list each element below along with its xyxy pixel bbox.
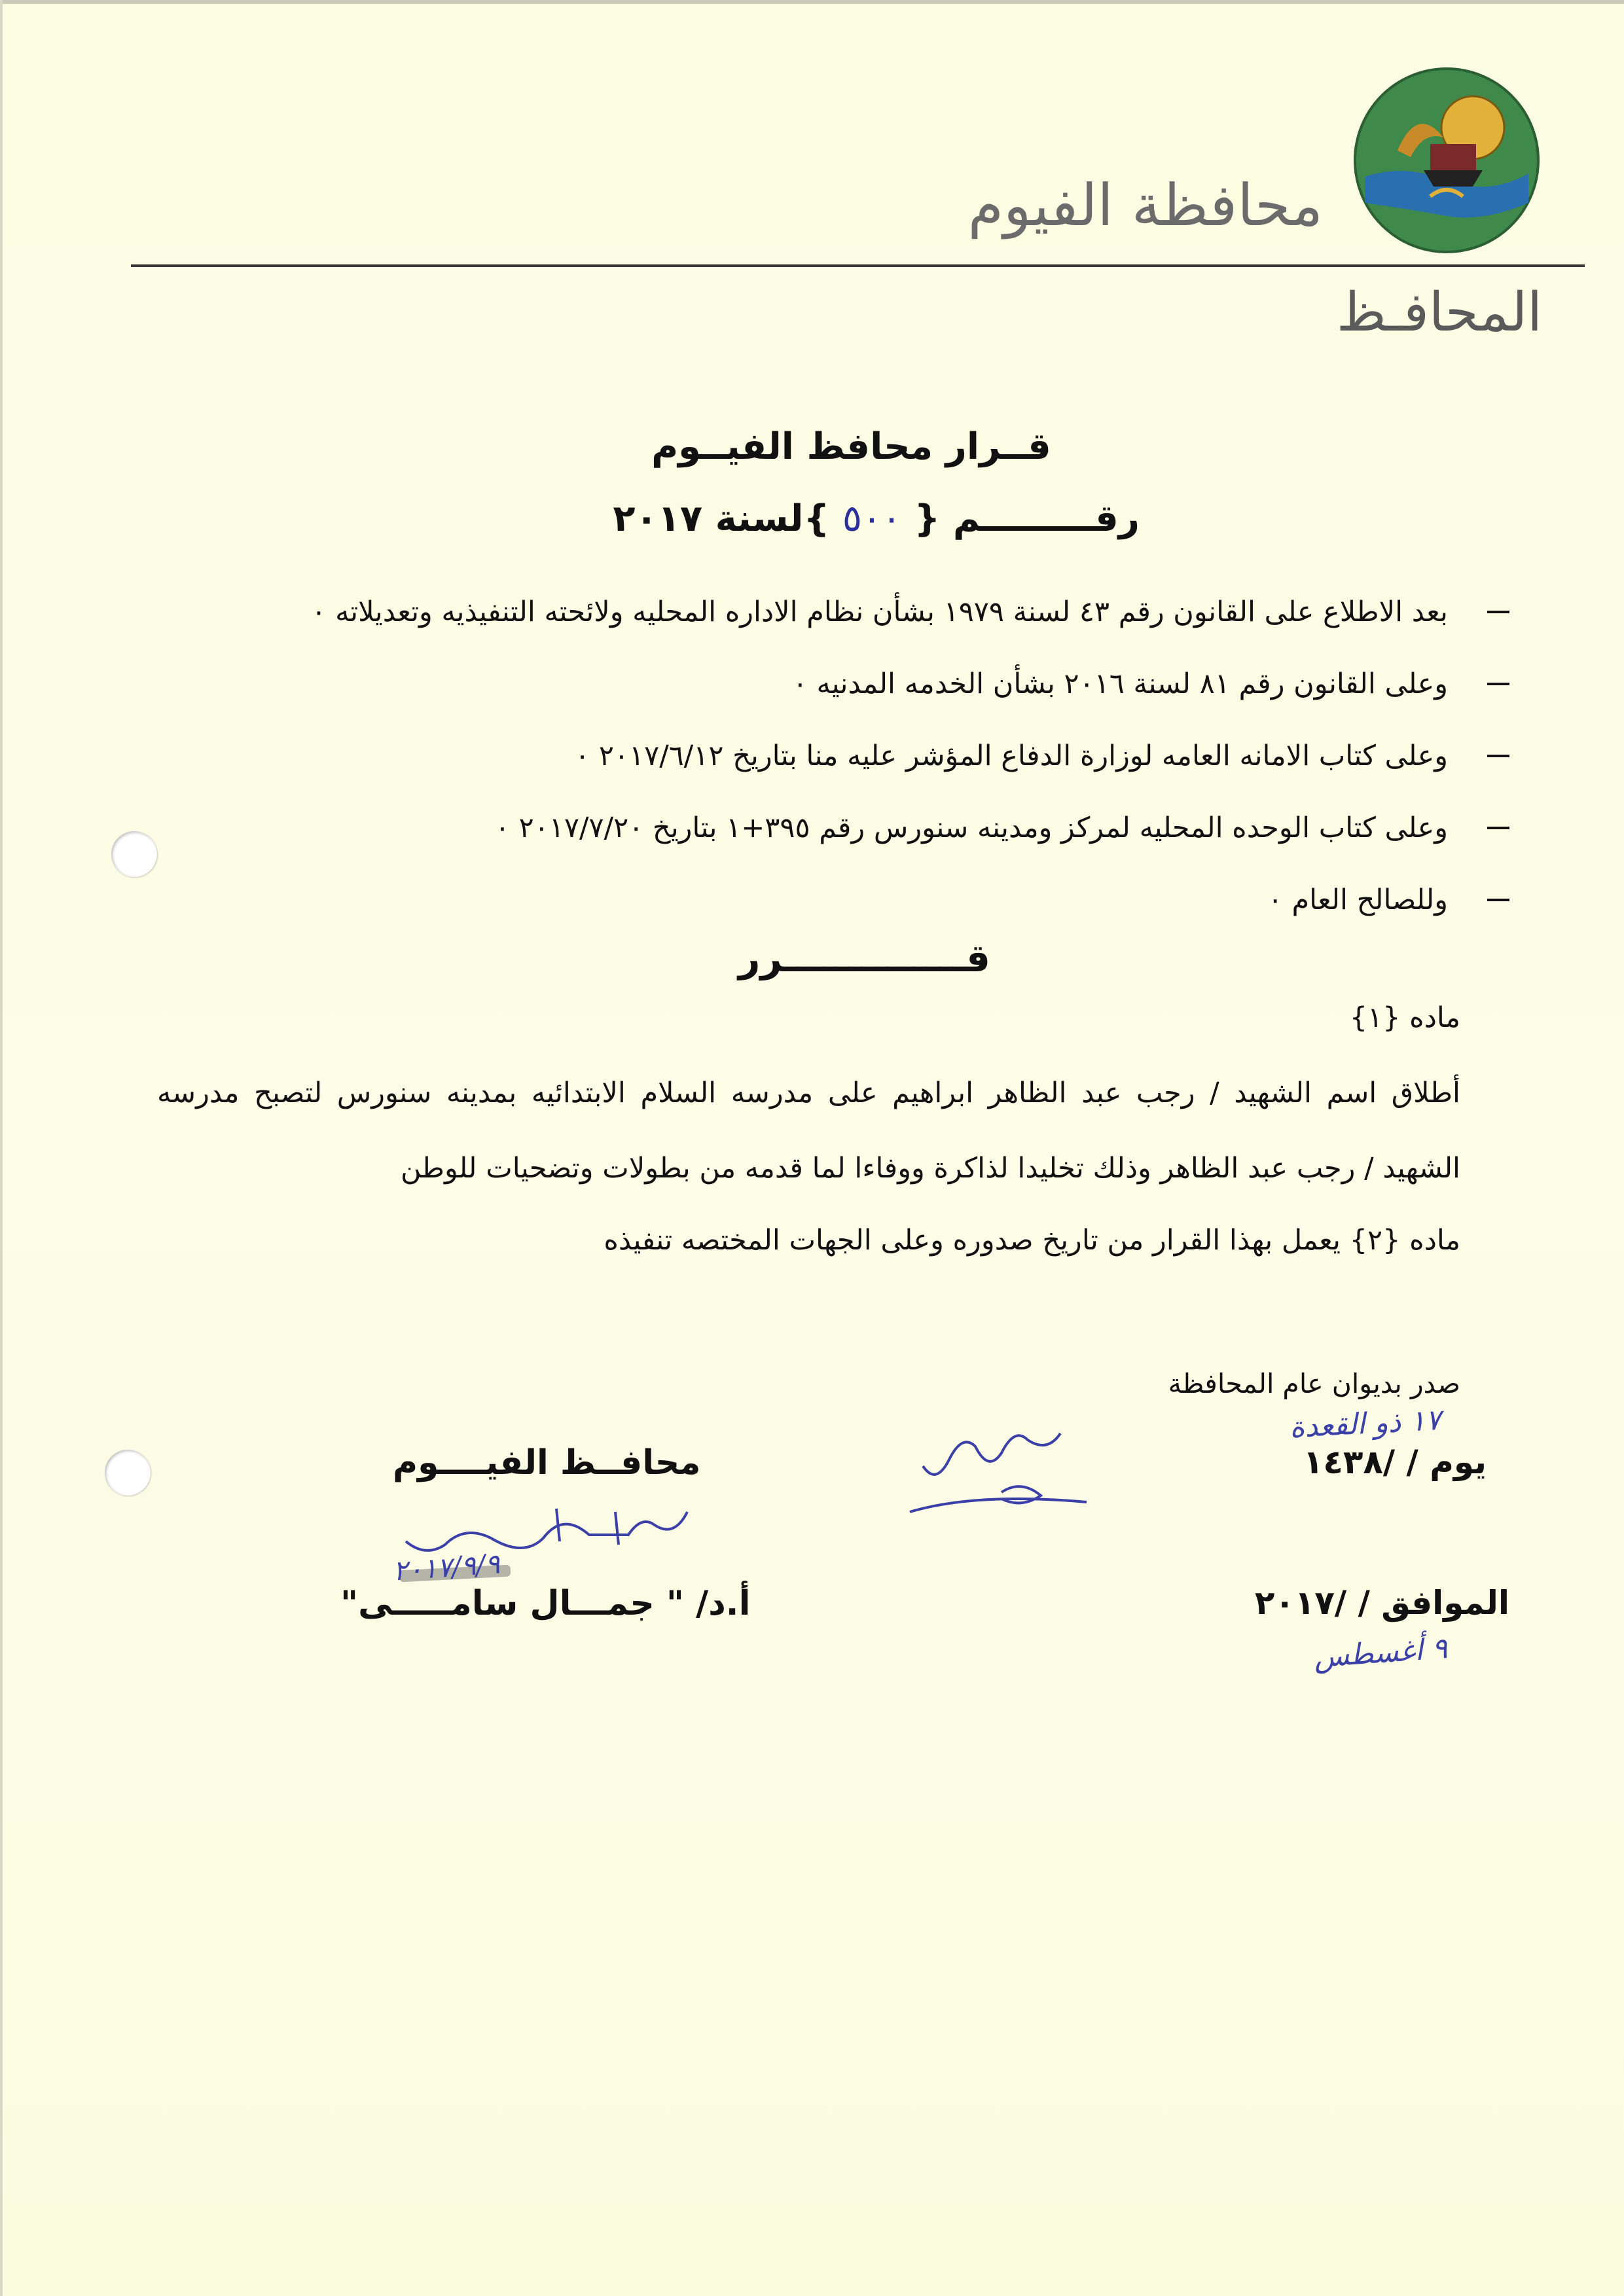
decree-number-prefix: رقـــــــــم { (914, 497, 1140, 540)
list-item (135, 720, 1509, 792)
article-1-label: ماده {١} (1349, 1001, 1460, 1034)
list-item (135, 648, 1509, 720)
handwritten-gregorian-date: ٩ أغسطس (1312, 1631, 1449, 1675)
governorate-name: محافظة الفيوم (967, 171, 1323, 239)
decree-number-suffix: }لسنة ٢٠١٧ (613, 497, 830, 540)
article-1-text-line-1: أطلاق اسم الشهيد / رجب عبد الظاهر ابراهيم على مدرسه السلام الابتدائيه بمدينه سنورس لتصبح مدرسه (157, 1077, 1460, 1109)
article-1-text-line-2: الشهيد / رجب عبد الظاهر وذلك تخليدا لذاكرة ووفاءا لما قدمه من بطولات وتضحيات للوطن (401, 1152, 1460, 1185)
list-item (135, 864, 1509, 936)
handwritten-signature-date: ٢٠١٧/٩/٩ (391, 1547, 501, 1587)
scan-top-edge (0, 0, 1624, 4)
whereas-clauses (135, 576, 1509, 936)
header-divider (131, 264, 1585, 267)
dash-bullet (1487, 611, 1509, 613)
issued-at: صدر بديوان عام المحافظة (1168, 1368, 1460, 1399)
signature-name: أ.د/ " جمـــال سامـــــى" (340, 1584, 751, 1623)
governorate-logo (1352, 65, 1542, 255)
clause-text: وعلى كتاب الامانه العامه لوزارة الدفاع المؤشر عليه منا بتاريخ ٢٠١٧/٦/١٢ ٠ (575, 740, 1448, 772)
decree-title: قــرار محافظ الفيــوم (651, 425, 1051, 468)
hijri-date: يوم / /١٤٣٨ (1303, 1443, 1487, 1481)
list-item (135, 576, 1509, 648)
clause-text: وعلى كتاب الوحده المحليه لمركز ومدينه سنورس رقم ٣٩٥+١ بتاريخ ٢٠١٧/٧/٢٠ ٠ (494, 812, 1448, 844)
handwritten-hijri-date: ١٧ ذو القعدة (1288, 1403, 1442, 1445)
gregorian-date: الموافق / /٢٠١٧ (1254, 1584, 1509, 1622)
clause-text: بعد الاطلاع على القانون رقم ٤٣ لسنة ١٩٧٩ بشأن نظام الاداره المحليه ولائحته التنفيذيه وتعديلاته ٠ (311, 596, 1448, 628)
list-item (135, 792, 1509, 864)
decides-heading: قــــــــــــــرر (738, 936, 990, 980)
initials-signature (897, 1414, 1093, 1532)
article-2-text: ماده {٢} يعمل بهذا القرار من تاريخ صدوره وعلى الجهات المختصه تنفيذه (604, 1224, 1460, 1257)
dash-bullet (1487, 683, 1509, 685)
dash-bullet (1487, 899, 1509, 901)
decree-number (613, 497, 1140, 540)
clause-text: وللصالح العام ٠ (1267, 884, 1448, 916)
decree-number-value: ٥٠٠ (842, 497, 902, 540)
clause-text: وعلى القانون رقم ٨١ لسنة ٢٠١٦ بشأن الخدمه المدنيه ٠ (792, 668, 1448, 700)
signature-title: محافــظ الفيــــوم (393, 1443, 701, 1482)
punch-hole (111, 831, 157, 877)
office-title: المحافـظ (1336, 281, 1542, 344)
scan-left-edge (0, 0, 3, 2296)
punch-hole (105, 1450, 151, 1496)
dash-bullet (1487, 755, 1509, 757)
dash-bullet (1487, 827, 1509, 829)
